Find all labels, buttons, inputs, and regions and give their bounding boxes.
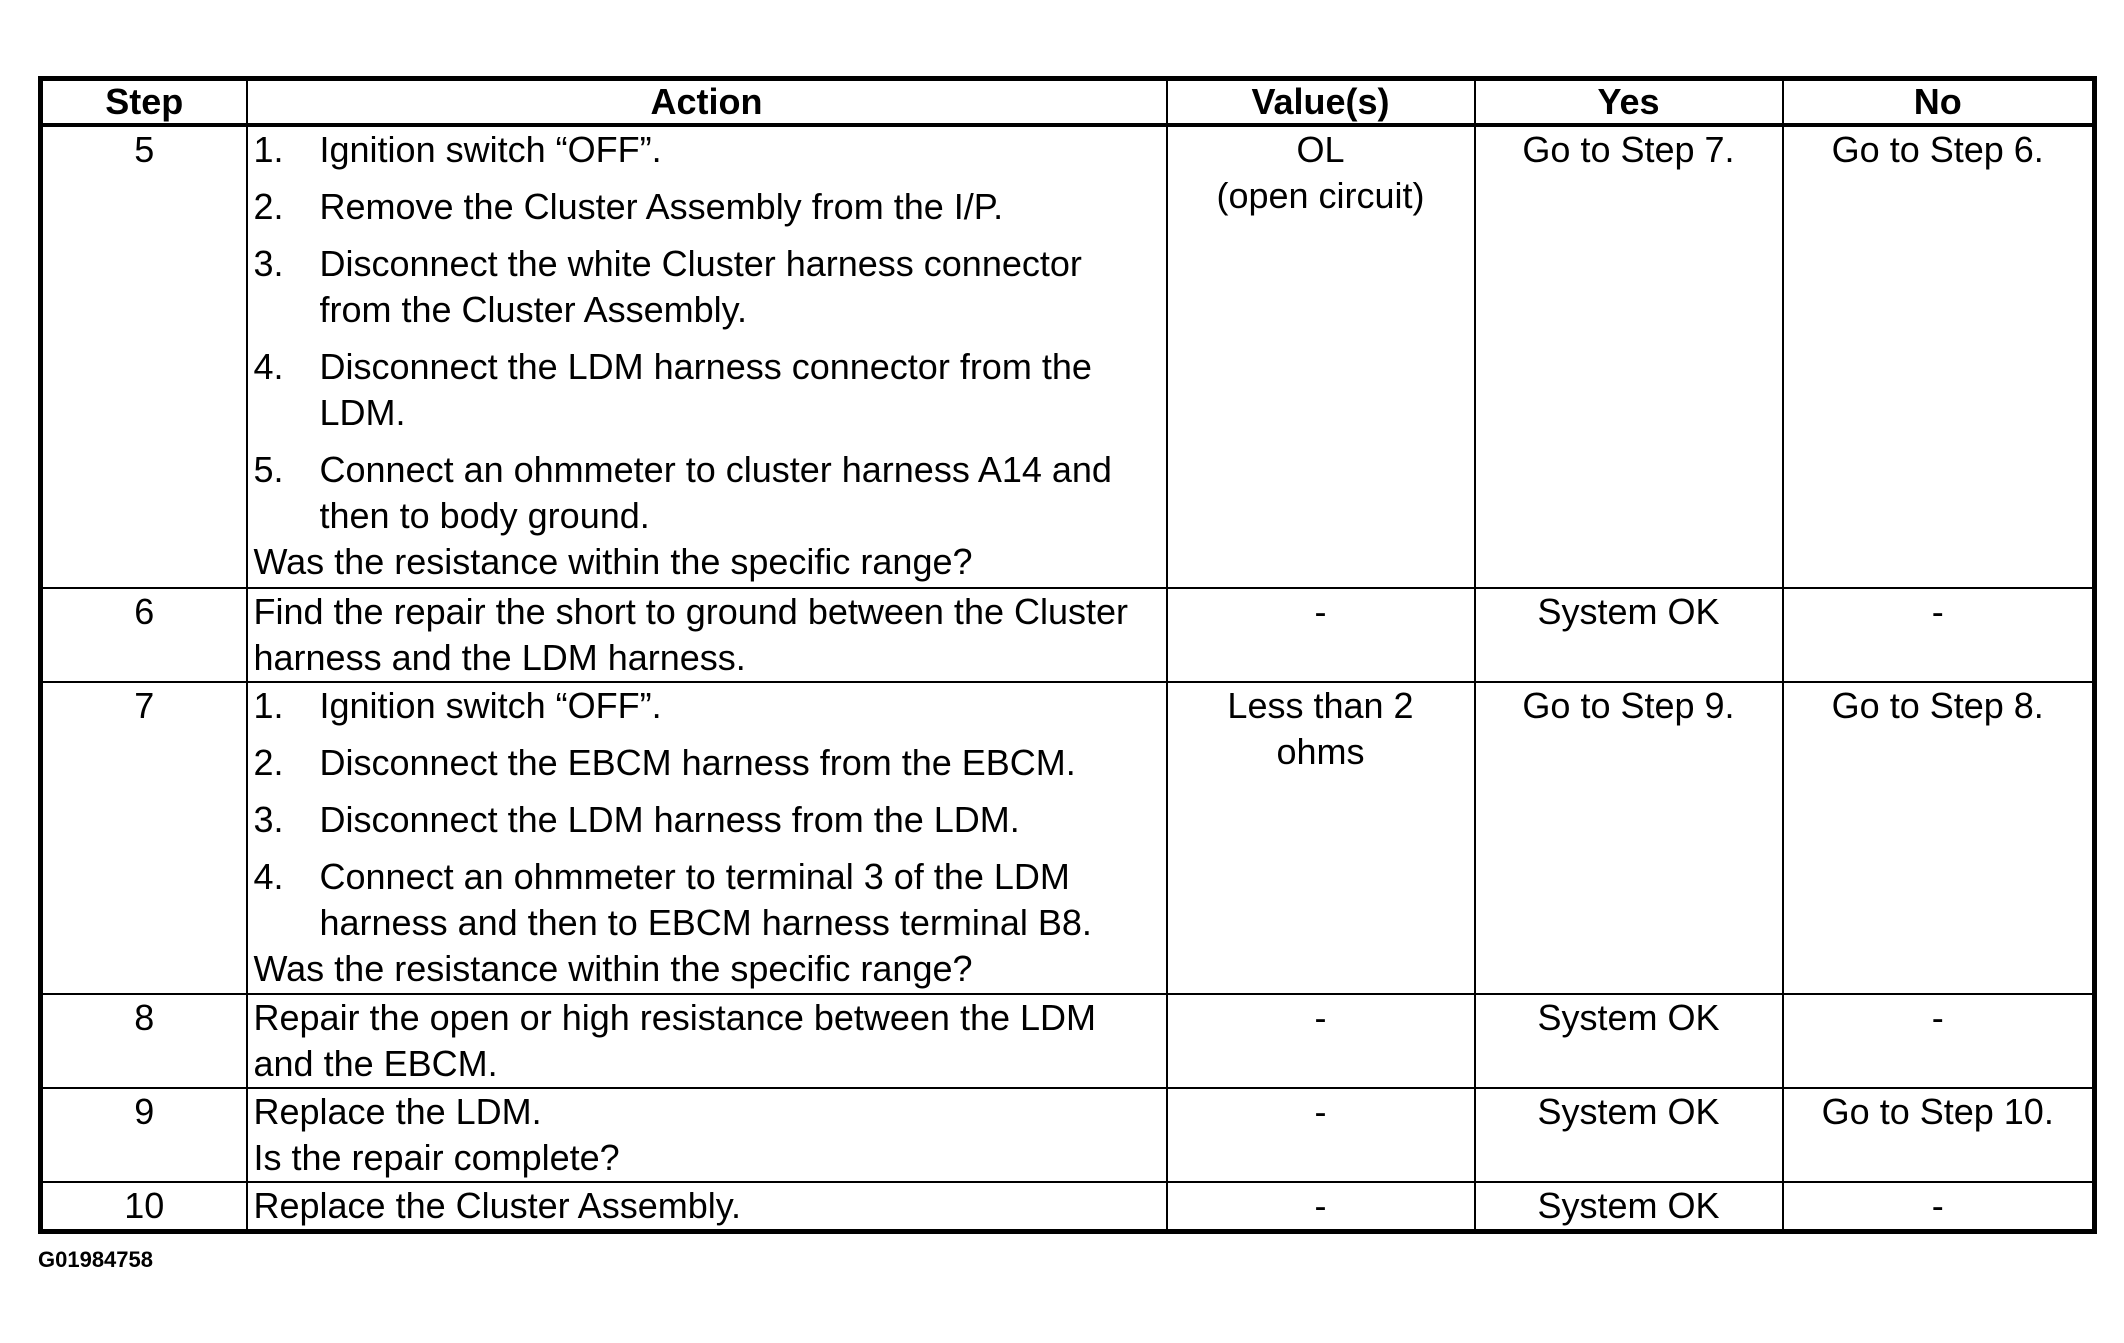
- no-cell: Go to Step 6.: [1783, 125, 2095, 588]
- yes-cell: System OK: [1475, 1088, 1783, 1182]
- table-row: [41, 588, 2095, 682]
- header-yes: Yes: [1475, 79, 1783, 126]
- action-step: 4. Connect an ohmmeter to terminal 3 of the LDM harness and then to EBCM harness terminal B8.: [253, 856, 1092, 943]
- action-question: Was the resistance within the specific range?: [253, 948, 973, 989]
- action-steps: [254, 683, 1160, 946]
- yes-cell: System OK: [1475, 588, 1783, 682]
- action-question: Was the resistance within the specific range?: [253, 541, 973, 582]
- table-row: [41, 994, 2095, 1088]
- value-cell: -: [1167, 994, 1475, 1088]
- yes-cell: System OK: [1475, 994, 1783, 1088]
- step-number: 9: [41, 1088, 247, 1182]
- value-cell: -: [1167, 1088, 1475, 1182]
- table-row: [41, 1088, 2095, 1182]
- header-values: Value(s): [1167, 79, 1475, 126]
- step-number: 5: [41, 125, 247, 588]
- header-action: Action: [247, 79, 1167, 126]
- action-cell: Repair the open or high resistance between the LDM and the EBCM.: [247, 994, 1167, 1088]
- action-step: 4. Disconnect the LDM harness connector from the LDM.: [253, 346, 1092, 433]
- action-step: 3. Disconnect the LDM harness from the LDM.: [253, 799, 1020, 840]
- header-step: Step: [41, 79, 247, 126]
- action-step: 5. Connect an ohmmeter to cluster harness A14 and then to body ground.: [253, 449, 1112, 536]
- value-cell: OL (open circuit): [1167, 125, 1475, 588]
- no-cell: -: [1783, 588, 2095, 682]
- yes-cell: Go to Step 9.: [1475, 682, 1783, 994]
- yes-cell: System OK: [1475, 1182, 1783, 1232]
- diagnostic-table: [38, 76, 2097, 1234]
- step-number: 7: [41, 682, 247, 994]
- step-number: 6: [41, 588, 247, 682]
- header-row: [41, 79, 2095, 126]
- step-number: 8: [41, 994, 247, 1088]
- no-cell: Go to Step 8.: [1783, 682, 2095, 994]
- action-cell: [247, 682, 1167, 994]
- table-row: [41, 1182, 2095, 1232]
- action-cell: [247, 125, 1167, 588]
- action-cell: Replace the Cluster Assembly.: [247, 1182, 1167, 1232]
- step-number: 10: [41, 1182, 247, 1232]
- value-cell: -: [1167, 588, 1475, 682]
- no-cell: -: [1783, 1182, 2095, 1232]
- value-cell: Less than 2 ohms: [1167, 682, 1475, 994]
- yes-cell: Go to Step 7.: [1475, 125, 1783, 588]
- action-step: 3. Disconnect the white Cluster harness connector from the Cluster Assembly.: [253, 243, 1082, 330]
- action-question: Is the repair complete?: [253, 1137, 620, 1178]
- no-cell: -: [1783, 994, 2095, 1088]
- figure-id: G01984758: [38, 1247, 153, 1272]
- action-step: 2. Disconnect the EBCM harness from the EBCM.: [253, 742, 1076, 783]
- action-step: 1. Ignition switch “OFF”.: [253, 129, 662, 170]
- value-cell: -: [1167, 1182, 1475, 1232]
- table-row: [41, 682, 2095, 994]
- action-step: 2. Remove the Cluster Assembly from the I/P.: [253, 186, 1004, 227]
- action-steps: [254, 127, 1160, 539]
- action-cell: Find the repair the short to ground between the Cluster harness and the LDM harness.: [247, 588, 1167, 682]
- action-step: 1. Ignition switch “OFF”.: [253, 685, 662, 726]
- no-cell: Go to Step 10.: [1783, 1088, 2095, 1182]
- table-row: [41, 125, 2095, 588]
- header-no: No: [1783, 79, 2095, 126]
- action-cell: Replace the LDM. Is the repair complete?: [247, 1088, 1167, 1182]
